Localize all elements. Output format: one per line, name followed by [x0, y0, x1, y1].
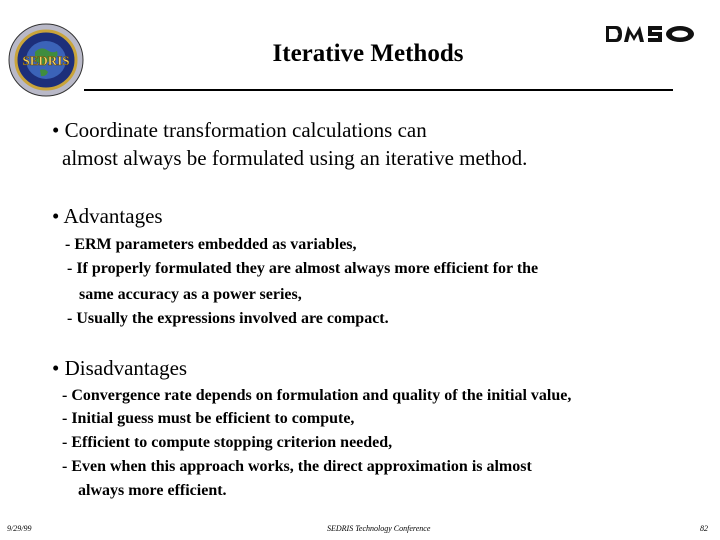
footer-conference: SEDRIS Technology Conference — [327, 524, 431, 533]
advantage-item: - ERM parameters embedded as variables, — [65, 236, 357, 253]
bullet-coordinate-line2: almost always be formulated using an iterative method. — [62, 146, 528, 170]
advantages-heading: • Advantages — [52, 204, 163, 228]
page-title: Iterative Methods — [272, 40, 464, 67]
footer-date: 9/29/99 — [7, 524, 32, 533]
advantage-item: same accuracy as a power series, — [79, 286, 302, 303]
disadvantage-item: - Efficient to compute stopping criterion needed, — [62, 434, 393, 451]
disadvantage-item: - Initial guess must be efficient to compute, — [62, 410, 355, 427]
bullet-coordinate-line1: • Coordinate transformation calculations can — [52, 118, 427, 142]
disadvantage-item: - Convergence rate depends on formulation and quality of the initial value, — [62, 387, 572, 404]
disadvantages-heading: • Disadvantages — [52, 356, 188, 380]
disadvantage-item: always more efficient. — [78, 482, 227, 499]
title-underline — [84, 89, 673, 91]
advantage-item: - If properly formulated they are almost always more efficient for the — [67, 260, 539, 277]
dmso-logo-text: DMSO — [651, 47, 655, 48]
disadvantage-item: - Even when this approach works, the direct approximation is almost — [62, 458, 532, 475]
footer-page-number: 82 — [700, 524, 708, 533]
sedris-logo-text: SEDRIS — [22, 53, 70, 68]
advantage-item: - Usually the expressions involved are compact. — [67, 310, 389, 327]
